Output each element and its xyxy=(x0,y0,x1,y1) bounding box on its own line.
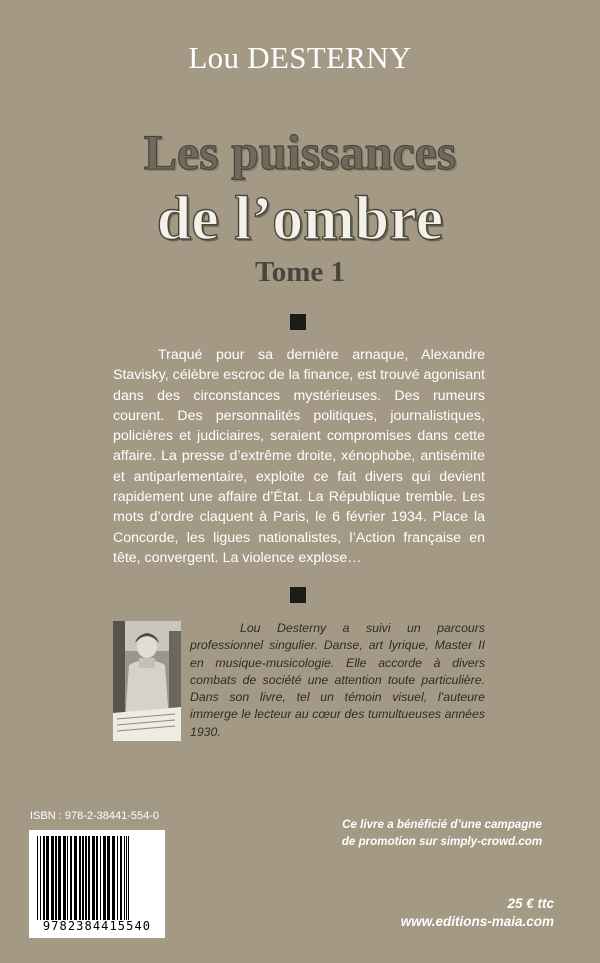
square-ornament-top xyxy=(290,314,306,330)
barcode-bar xyxy=(120,836,122,920)
barcode-bar xyxy=(63,836,66,920)
barcode-bar xyxy=(85,836,87,920)
isbn-label: ISBN : 978-2-38441-554-0 xyxy=(30,810,160,822)
square-ornament-middle xyxy=(290,587,306,603)
barcode-bar xyxy=(79,836,81,920)
price: 25 € ttc xyxy=(507,896,554,911)
barcode-bar xyxy=(67,836,68,920)
barcode-bar xyxy=(46,836,49,920)
promo-line1: Ce livre a bénéficié d’une campagne xyxy=(342,818,542,831)
book-title-line2: de l’ombre xyxy=(156,185,444,253)
barcode-number: 9782384415540 xyxy=(42,919,152,933)
barcode-bar xyxy=(82,836,84,920)
back-cover-blurb: Traqué pour sa dernière arnaque, Alexandre Stavisky, célèbre escroc de la finance, est trouvé agonisant dans des circonstances mystérieuses. Des rumeurs courent. Des personnalités politiques, journalistiques, policières et judiciaires, seraient compromises dans cette affaire. La presse d’extrême droite, xénophobe, antisémite et antiparlementaire, exploite ce fait divers qui devient rapidement une affaire d’État. La République tremble. Les mots d’ordre claquent à Paris, le 6 février 1934. Place la Concorde, les ligues nationalistes, l’Action française en tête, convergent. La violence explose… xyxy=(113,347,485,566)
barcode-bar xyxy=(96,836,98,920)
barcode-bar xyxy=(112,836,115,920)
barcode-bar xyxy=(55,836,57,920)
book-title-line1: Les puissances xyxy=(143,124,457,180)
barcode-bar xyxy=(70,836,72,920)
barcode-bar xyxy=(88,836,90,920)
barcode-bar xyxy=(43,836,45,920)
promo-note xyxy=(330,816,554,850)
barcode-bar xyxy=(124,836,125,920)
barcode-bar xyxy=(128,836,129,920)
barcode-bar xyxy=(103,836,106,920)
author-photo-illustration xyxy=(113,621,181,741)
tome-label: Tome 1 xyxy=(255,256,345,288)
barcode-bar xyxy=(100,836,101,920)
promo-line2: de promotion sur simply-crowd.com xyxy=(341,835,543,848)
barcode-bar xyxy=(117,836,118,920)
barcode-bar xyxy=(92,836,95,920)
author-name: Lou DESTERNY xyxy=(188,40,412,75)
barcode-bar xyxy=(37,836,38,920)
author-biography: Lou Desterny a suivi un parcours professionnel singulier. Danse, art lyrique, Master II en musique-musicologie. Elle accorde à divers combats de société une attention toute particulière. Dans son livre, tel un témoin visuel, l’auteure immerge le lecteur au cœur des tumultueuses années 1930. xyxy=(190,621,485,739)
barcode-bar xyxy=(58,836,61,920)
barcode-bar xyxy=(51,836,54,920)
author-photo xyxy=(113,621,181,741)
barcode-bar xyxy=(126,836,127,920)
publisher-website: www.editions-maia.com xyxy=(400,914,554,929)
barcode-bar xyxy=(107,836,110,920)
barcode-bar xyxy=(74,836,77,920)
barcode-bar xyxy=(40,836,41,920)
